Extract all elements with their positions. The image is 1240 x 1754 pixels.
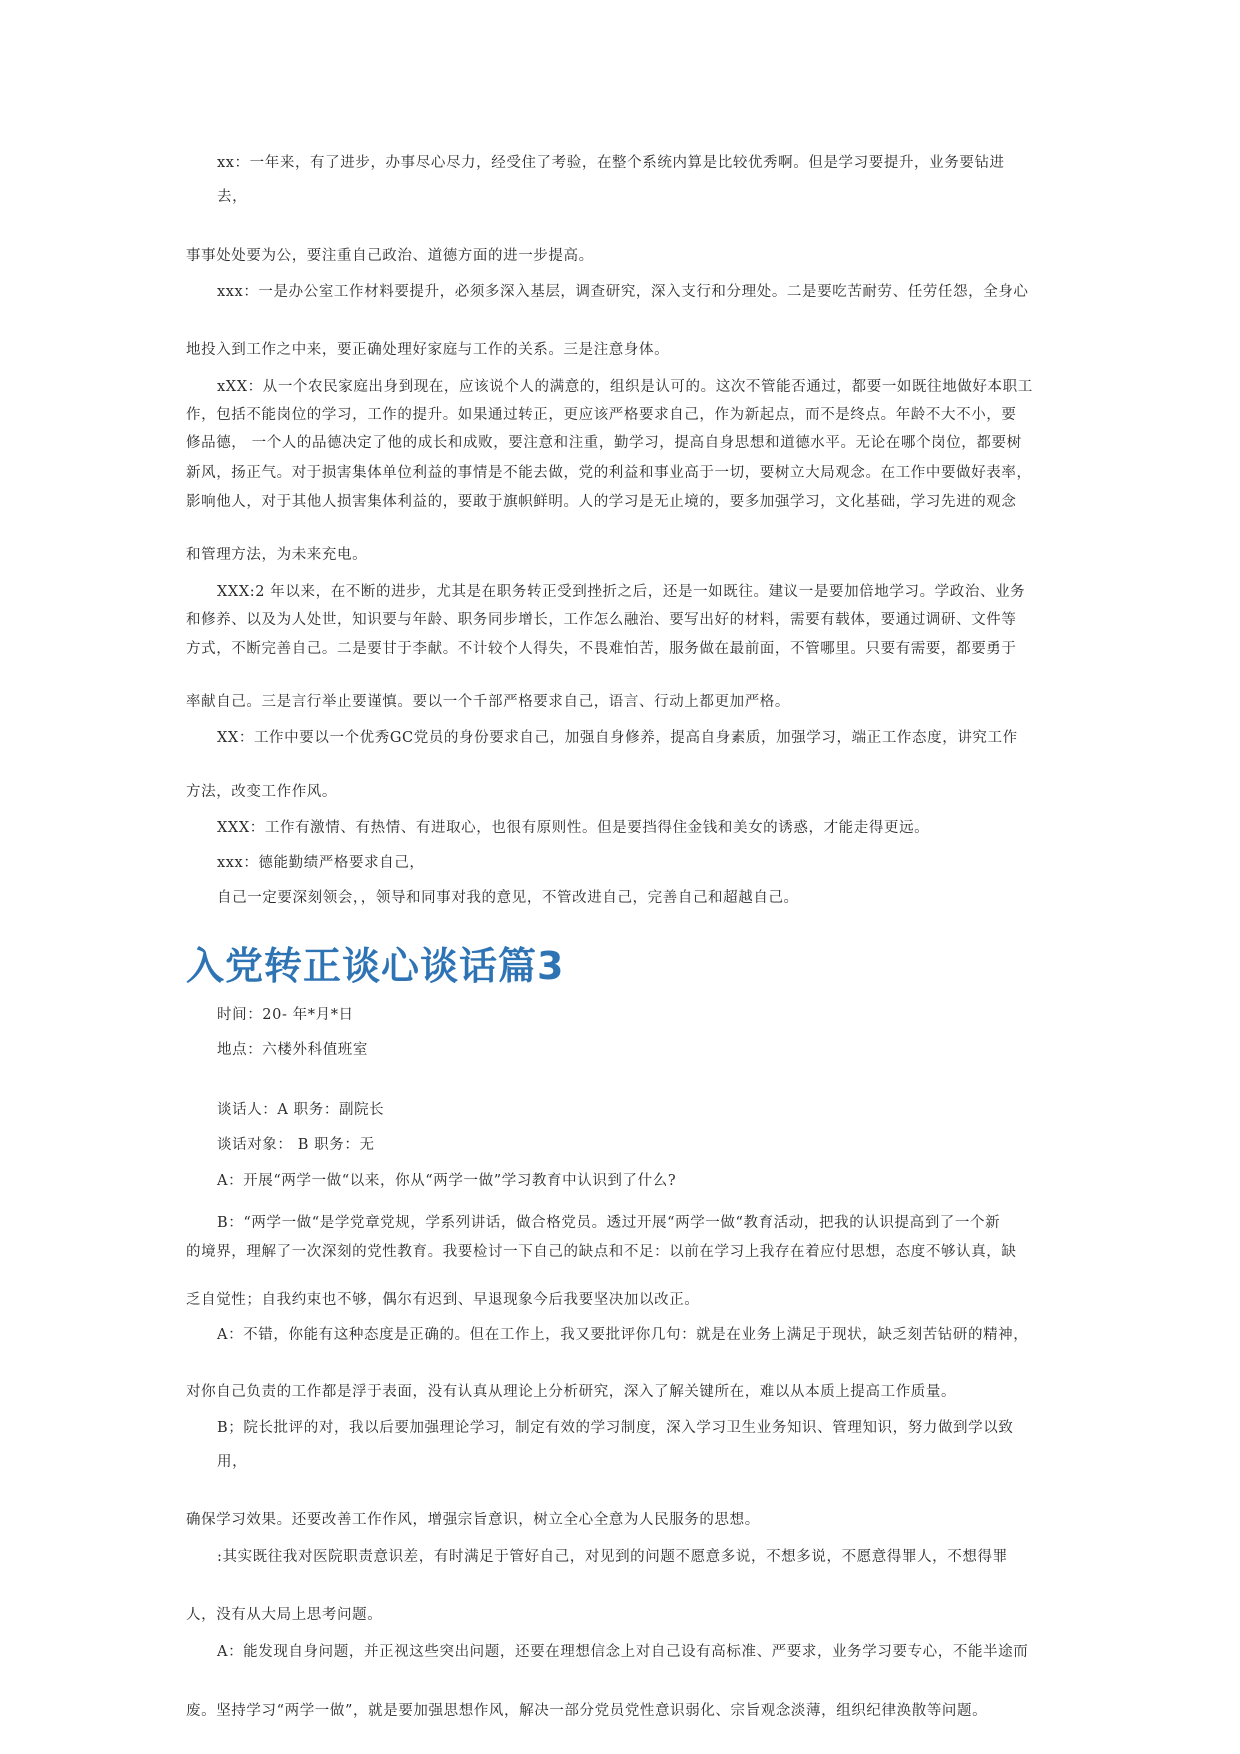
text-line: xx：一年来，有了进步，办事尽心尽力，经受住了考验，在整个系统内算是比较优秀啊。但是学习要提升，业务要钻进 [217,155,1005,171]
text-line: 确保学习效果。还要改善工作作风，增强宗旨意识，树立全心全意为人民服务的思想。 [186,1512,760,1528]
text-line: 用， [217,1454,248,1470]
text-line: 影响他人，对于其他人损害集体利益的，要敢于旗帜鲜明。人的学习是无止境的，要多加强学习，文化基础，学习先进的观念 [186,494,1017,510]
text-line: xxx：一是办公室工作材料要提升，必须多深入基层，调查研究，深入支行和分理处。二是要吃苦耐劳、任劳任怨，全身心 [217,284,1029,300]
text-line: 率献自己。三是言行举止要谨慎。要以一个千部严格要求自己，语言、行动上都更加严格。 [186,694,790,710]
text-line: xXX：从一个农民家庭出身到现在，应该说个人的满意的，组织是认可的。这次不管能否通过，都要一如既往地做好本职工 [217,379,1033,395]
text-line: 作，包括不能岗位的学习，工作的提升。如果通过转正，更应该严格要求自己，作为新起点，而不是终点。年龄不大不小，要 [186,407,1017,423]
text-line: 新风，扬正气。对于损害集体单位利益的事情是不能去做，党的利益和事业高于一切，要树立大局观念。在工作中要做好表率， [186,465,1032,481]
text-line: 和修养、以及为人处世，知识要与年龄、职务同步增长，工作怎么融治、要写出好的材料，需要有载体，要通过调研、文件等 [186,612,1017,628]
text-line: :其实既往我对医院职责意识差，有时满足于管好自己，对见到的问题不愿意多说，不想多说，不愿意得罪人，不想得罪 [217,1549,1008,1565]
text-line: 时间：20- 年*月*日 [217,1007,354,1023]
text-line: 地点：六楼外科值班室 [217,1042,368,1058]
text-line: A：能发现自身问题，并正视这些突出问题，还要在理想信念上对自己设有高标准、严要求，业务学习要专心，不能半途而 [217,1644,1029,1660]
text-line: 废。坚持学习“两学一做”，就是要加强思想作风，解决一部分党员党性意识弱化、宗旨观念淡薄，组织纪律涣散等问题。 [186,1703,988,1719]
text-line: 方法，改变工作作风。 [186,784,337,800]
text-line: 的境界，理解了一次深刻的党性教育。我要检讨一下自己的缺点和不足：以前在学习上我存在着应付思想，态度不够认真，缺 [186,1244,1017,1260]
text-line: XX：工作中要以一个优秀GC党员的身份要求自己，加强自身修养，提高自身素质，加强学习，端正工作态度，讲究工作 [217,730,1018,746]
text-line: XXX:2 年以来，在不断的进步，尤其是在职务转正受到挫折之后，还是一如既往。建议一是要加倍地学习。学政治、业务 [217,584,1026,600]
text-line: 去， [217,189,248,205]
text-line: 乏自觉性；自我约束也不够，偶尔有迟到、早退现象今后我要坚决加以改正。 [186,1292,700,1308]
text-line: 地投入到工作之中来，要正确处理好家庭与工作的关系。三是注意身体。 [186,342,670,358]
text-line: B；院长批评的对，我以后要加强理论学习，制定有效的学习制度，深入学习卫生业务知识、管理知识，努力做到学以致 [217,1420,1014,1436]
text-line: xxx：德能勤绩严格要求自己， [217,855,425,871]
text-line: 事事处处要为公，要注重自己政治、道德方面的进一步提高。 [186,248,594,264]
text-line: 和管理方法，为未来充电。 [186,547,368,563]
text-line: 谈话人：A 职务：副院长 [217,1102,385,1118]
section-heading: 入党转正谈心谈话篇3 [186,944,565,988]
text-line: A：不错，你能有这种态度是正确的。但在工作上，我又要批评你几句：就是在业务上满足于现状，缺乏刻苦钻研的精神， [217,1327,1029,1343]
text-line: A：开展“两学一做“以来，你从“两学一做”学习教育中认识到了什么? [217,1173,677,1189]
text-line: 对你自己负责的工作都是浮于表面，没有认真从理论上分析研究，深入了解关键所在，难以从本质上提高工作质量。 [186,1384,957,1400]
text-line: 修品德， 一个人的品德决定了他的成长和成败，要注意和注重，勤学习，提高自身思想和道德水平。无论在哪个岗位，都要树 [186,435,1022,451]
text-line: 人，没有从大局上思考问题。 [186,1607,383,1623]
text-line: 方式，不断完善自己。二是要甘于李献。不计较个人得失，不畏难怕苦，服务做在最前面，不管哪里。只要有需要，都要勇于 [186,641,1017,657]
text-line: 自己一定要深刻领会，，领导和同事对我的意见，不管改进自己，完善自己和超越自己。 [217,890,799,906]
text-line: XXX：工作有激情、有热情、有进取心，也很有原则性。但是要挡得住金钱和美女的诱惑，才能走得更远。 [217,820,930,836]
text-line: 谈话对象： B 职务：无 [217,1137,375,1153]
text-line: B：“两学一做“是学党章党规，学系列讲话，做合格党员。透过开展“两学一做“教育活动，把我的认识提高到了一个新 [217,1215,1001,1231]
